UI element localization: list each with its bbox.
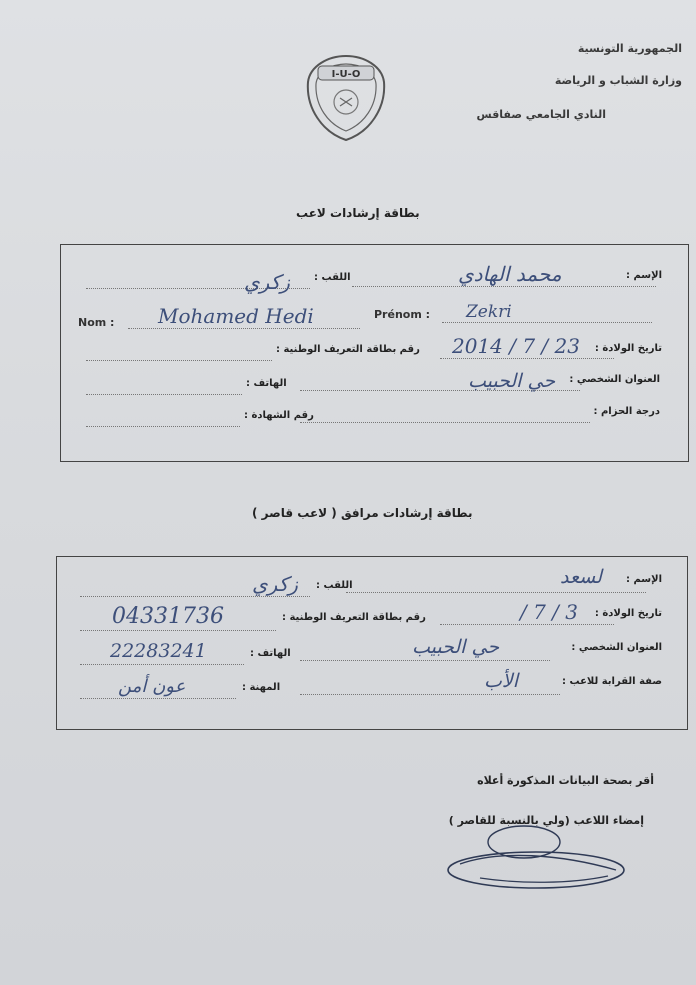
guardian-surname-value: زكري [252, 572, 298, 596]
cert-label: رقم الشهادة : [244, 410, 314, 421]
player-phone-line [86, 394, 242, 395]
certify-statement: أقر بصحة البيانات المذكورة أعلاه [477, 774, 654, 787]
guardian-name-line [346, 592, 646, 593]
player-card-title: بطاقة إرشادات لاعب [296, 206, 420, 220]
guardian-address-line [300, 660, 550, 661]
player-birth-line [440, 358, 614, 359]
player-birth-label: تاريخ الولادة : [594, 343, 662, 354]
relation-label: صفة القرابة للاعب : [562, 676, 662, 687]
nom-label: Nom : [78, 316, 115, 329]
guardian-phone-label: الهاتف : [250, 648, 291, 659]
guardian-address-label: العنوان الشخصي : [571, 642, 662, 653]
relation-value: الأب [484, 670, 519, 692]
cert-line [86, 426, 240, 427]
player-name-line [352, 286, 656, 287]
guardian-name-label: الإسم : [625, 574, 662, 585]
guardian-birth-value: / 7 / 3 [520, 600, 578, 624]
player-phone-label: الهاتف : [246, 378, 287, 389]
job-label: المهنة : [242, 682, 281, 693]
signature-label: إمضاء اللاعب (ولي بالنسبة للقاصر ) [448, 814, 644, 827]
signature [440, 820, 630, 895]
prenom-line [442, 322, 652, 323]
guardian-phone-line [80, 664, 244, 665]
player-name-label: الإسم : [625, 270, 662, 281]
player-surname-value: زكري [244, 270, 290, 294]
player-id-line [86, 360, 272, 361]
nom-value: Mohamed Hedi [158, 304, 314, 328]
header-republic: الجمهورية التونسية [577, 42, 682, 55]
belt-label: درجة الحزام : [593, 406, 660, 417]
job-line [80, 698, 236, 699]
player-id-label: رقم بطاقة التعريف الوطنية : [276, 344, 420, 355]
header-ministry: وزارة الشباب و الرياضة [554, 74, 682, 87]
guardian-surname-line [80, 596, 310, 597]
prenom-label: Prénom : [374, 308, 431, 321]
guardian-phone-value: 22283241 [110, 640, 207, 662]
player-birth-value: 2014 / 7 / 23 [452, 334, 580, 358]
guardian-id-line [80, 630, 276, 631]
player-name-value: محمد الهادي [458, 262, 562, 286]
player-surname-label: اللقب : [314, 272, 351, 283]
club-logo [300, 52, 392, 144]
guardian-birth-line [440, 624, 614, 625]
player-address-value: حي الحبيب [468, 370, 556, 392]
guardian-address-value: حي الحبيب [412, 636, 500, 658]
header-club: النادي الجامعي صفاقس [476, 108, 606, 121]
relation-line [300, 694, 560, 695]
player-address-label: العنوان الشخصي : [569, 374, 660, 385]
job-value: عون أمن [118, 676, 186, 697]
guardian-id-label: رقم بطاقة التعريف الوطنية : [282, 612, 426, 623]
guardian-name-value: لسعد [560, 566, 602, 588]
guardian-card-title: بطاقة إرشادات مرافق ( لاعب قاصر ) [252, 506, 473, 520]
nom-line [128, 328, 360, 329]
guardian-surname-label: اللقب : [316, 580, 353, 591]
logo-text: I-U-O [331, 69, 361, 80]
guardian-id-value: 04331736 [112, 604, 224, 629]
guardian-birth-label: تاريخ الولادة : [594, 608, 662, 619]
belt-line [300, 422, 590, 423]
prenom-value: Zekri [466, 302, 512, 322]
